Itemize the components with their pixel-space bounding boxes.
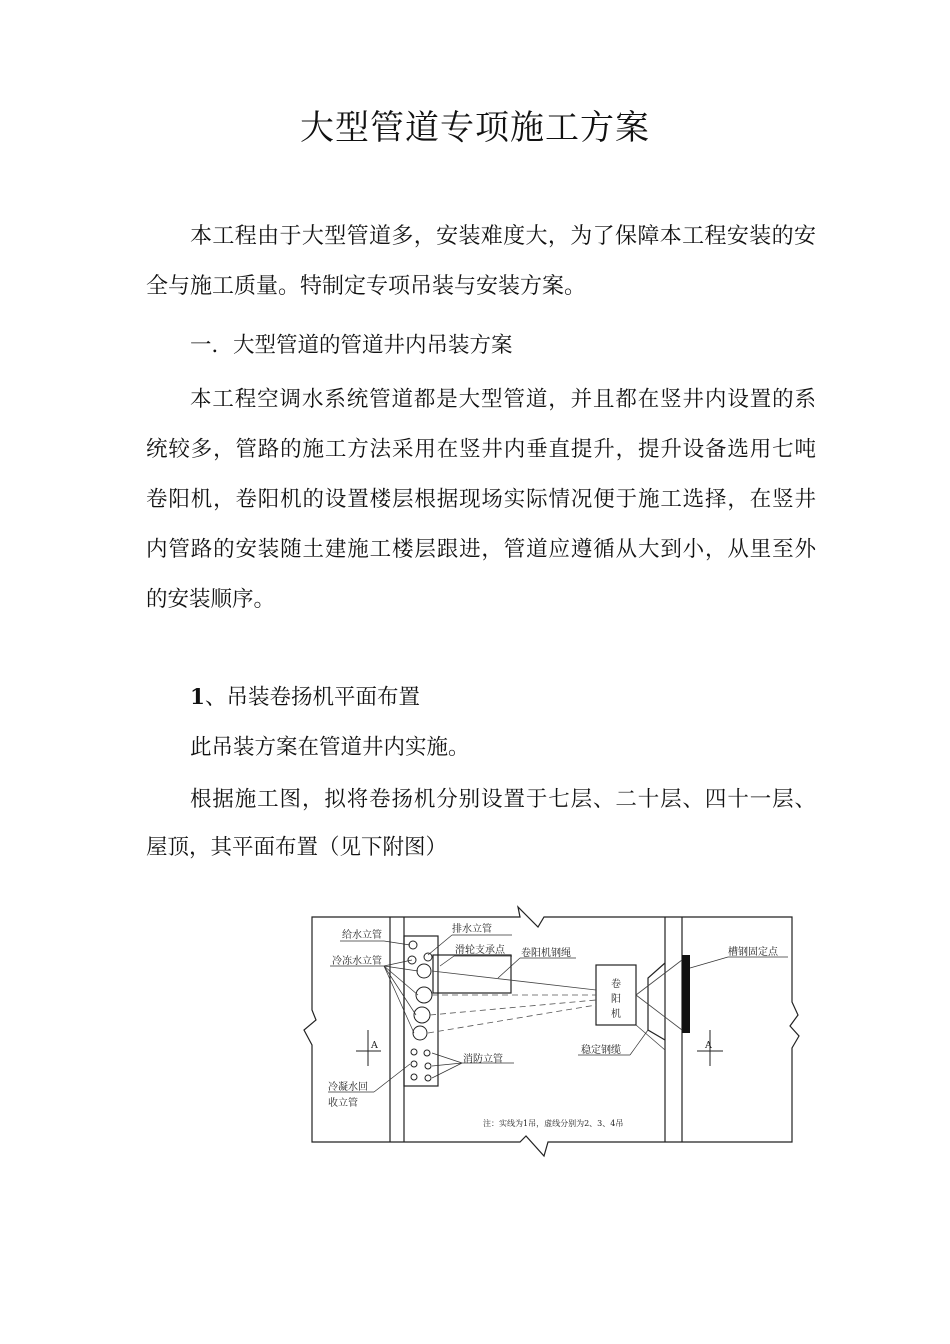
label-channel-steel: 槽钢固定点 — [728, 947, 778, 958]
para2-line-1: 此吊装方案在管道井内实施。 — [190, 735, 470, 760]
section-a-right: A — [705, 1040, 712, 1051]
label-drain: 排水立管 — [452, 924, 492, 935]
label-fire: 消防立管 — [463, 1054, 503, 1065]
intro-line-1: 本工程由于大型管道多，安装难度大，为了保障本工程安装的安 — [190, 224, 816, 249]
para3-line-1: 根据施工图，拟将卷扬机分别设置于七层、二十层、四十一层、 — [190, 787, 816, 812]
label-chilled-water: 冷冻水立管 — [332, 956, 382, 967]
para1-line-4: 内管路的安装随土建施工楼层跟进，管道应遵循从大到小，从里至外 — [146, 537, 816, 562]
label-winch-1: 卷 — [611, 979, 621, 990]
para1-line-5: 的安装顺序。 — [146, 587, 276, 612]
para3-line-2: 屋顶，其平面布置（见下附图） — [146, 835, 448, 860]
label-winch-rope: 卷阳机钢绳 — [521, 948, 571, 959]
intro-line-2: 全与施工质量。特制定专项吊装与安装方案。 — [146, 274, 587, 299]
subheading-text: 、吊装卷扬机平面布置 — [204, 685, 420, 710]
section-heading: 一．大型管道的管道井内吊装方案 — [190, 333, 513, 358]
label-winch-2: 阳 — [611, 994, 621, 1005]
para1-line-3: 卷阳机，卷阳机的设置楼层根据现场实际情况便于施工选择，在竖井 — [146, 487, 816, 512]
label-stable-rope: 稳定钢缆 — [581, 1045, 621, 1056]
label-pulley: 滑轮支承点 — [455, 945, 505, 956]
document-title: 大型管道专项施工方案 — [300, 108, 650, 148]
label-water-supply: 给水立管 — [342, 930, 382, 941]
label-condensate-1: 冷凝水回 — [328, 1082, 368, 1093]
para1-line-2: 统较多，管路的施工方法采用在竖井内垂直提升，提升设备选用七吨 — [146, 437, 816, 462]
label-condensate-2: 收立管 — [328, 1098, 358, 1109]
para1-line-1: 本工程空调水系统管道都是大型管道，并且都在竖井内设置的系 — [190, 387, 816, 412]
subheading-number: 1 — [190, 685, 205, 710]
diagram-note: 注：实线为1吊，虚线分别为2、3、4吊 — [483, 1119, 624, 1128]
section-a-left: A — [371, 1040, 378, 1051]
label-winch-3: 机 — [611, 1009, 621, 1020]
